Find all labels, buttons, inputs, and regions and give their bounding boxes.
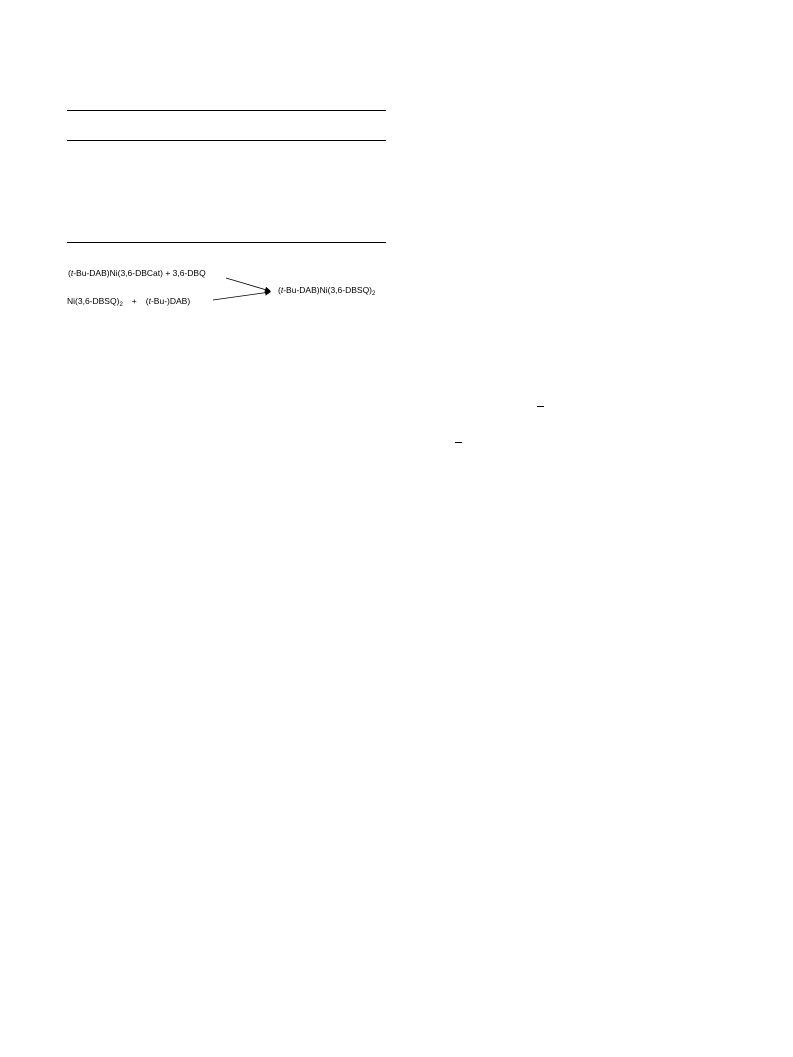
table-header-rule <box>67 140 386 141</box>
reactant-2-text: Ni(3,6-DBSQ) <box>67 296 120 306</box>
product-subscript: 2 <box>372 291 376 297</box>
reactant-1-italic: t <box>70 268 74 278</box>
reactant-2-subscript: 2 <box>119 302 123 308</box>
ligand-text: -Bu-)DAB) <box>150 296 191 306</box>
product: $(t-Bu-DAB)Ni(3,6-DBSQ)_2$ <box>278 285 376 297</box>
dash-mark-2 <box>455 442 462 443</box>
arrow-1 <box>226 278 270 291</box>
ligand-italic: t <box>148 296 151 306</box>
plus-sign: + <box>131 296 137 306</box>
dash-mark-1 <box>537 406 544 407</box>
arrow-2 <box>213 292 270 300</box>
product-text: -Bu-DAB)Ni(3,6-DBSQ) <box>283 285 373 295</box>
reactant-1-text: -Bu-DAB)Ni(3,6-DBCat) + 3,6-DBQ <box>73 268 206 278</box>
reactant-2: $Ni(3,6-DBSQ)_2 + (t-Bu-)DAB$) <box>67 296 191 308</box>
reactant-1: (t-Bu-DAB)Ni(3,6-DBCat) + 3,6-DBQ <box>68 268 206 278</box>
product-italic: t <box>280 285 284 295</box>
table-bottom-rule <box>67 242 386 243</box>
table-top-rule <box>67 110 386 111</box>
